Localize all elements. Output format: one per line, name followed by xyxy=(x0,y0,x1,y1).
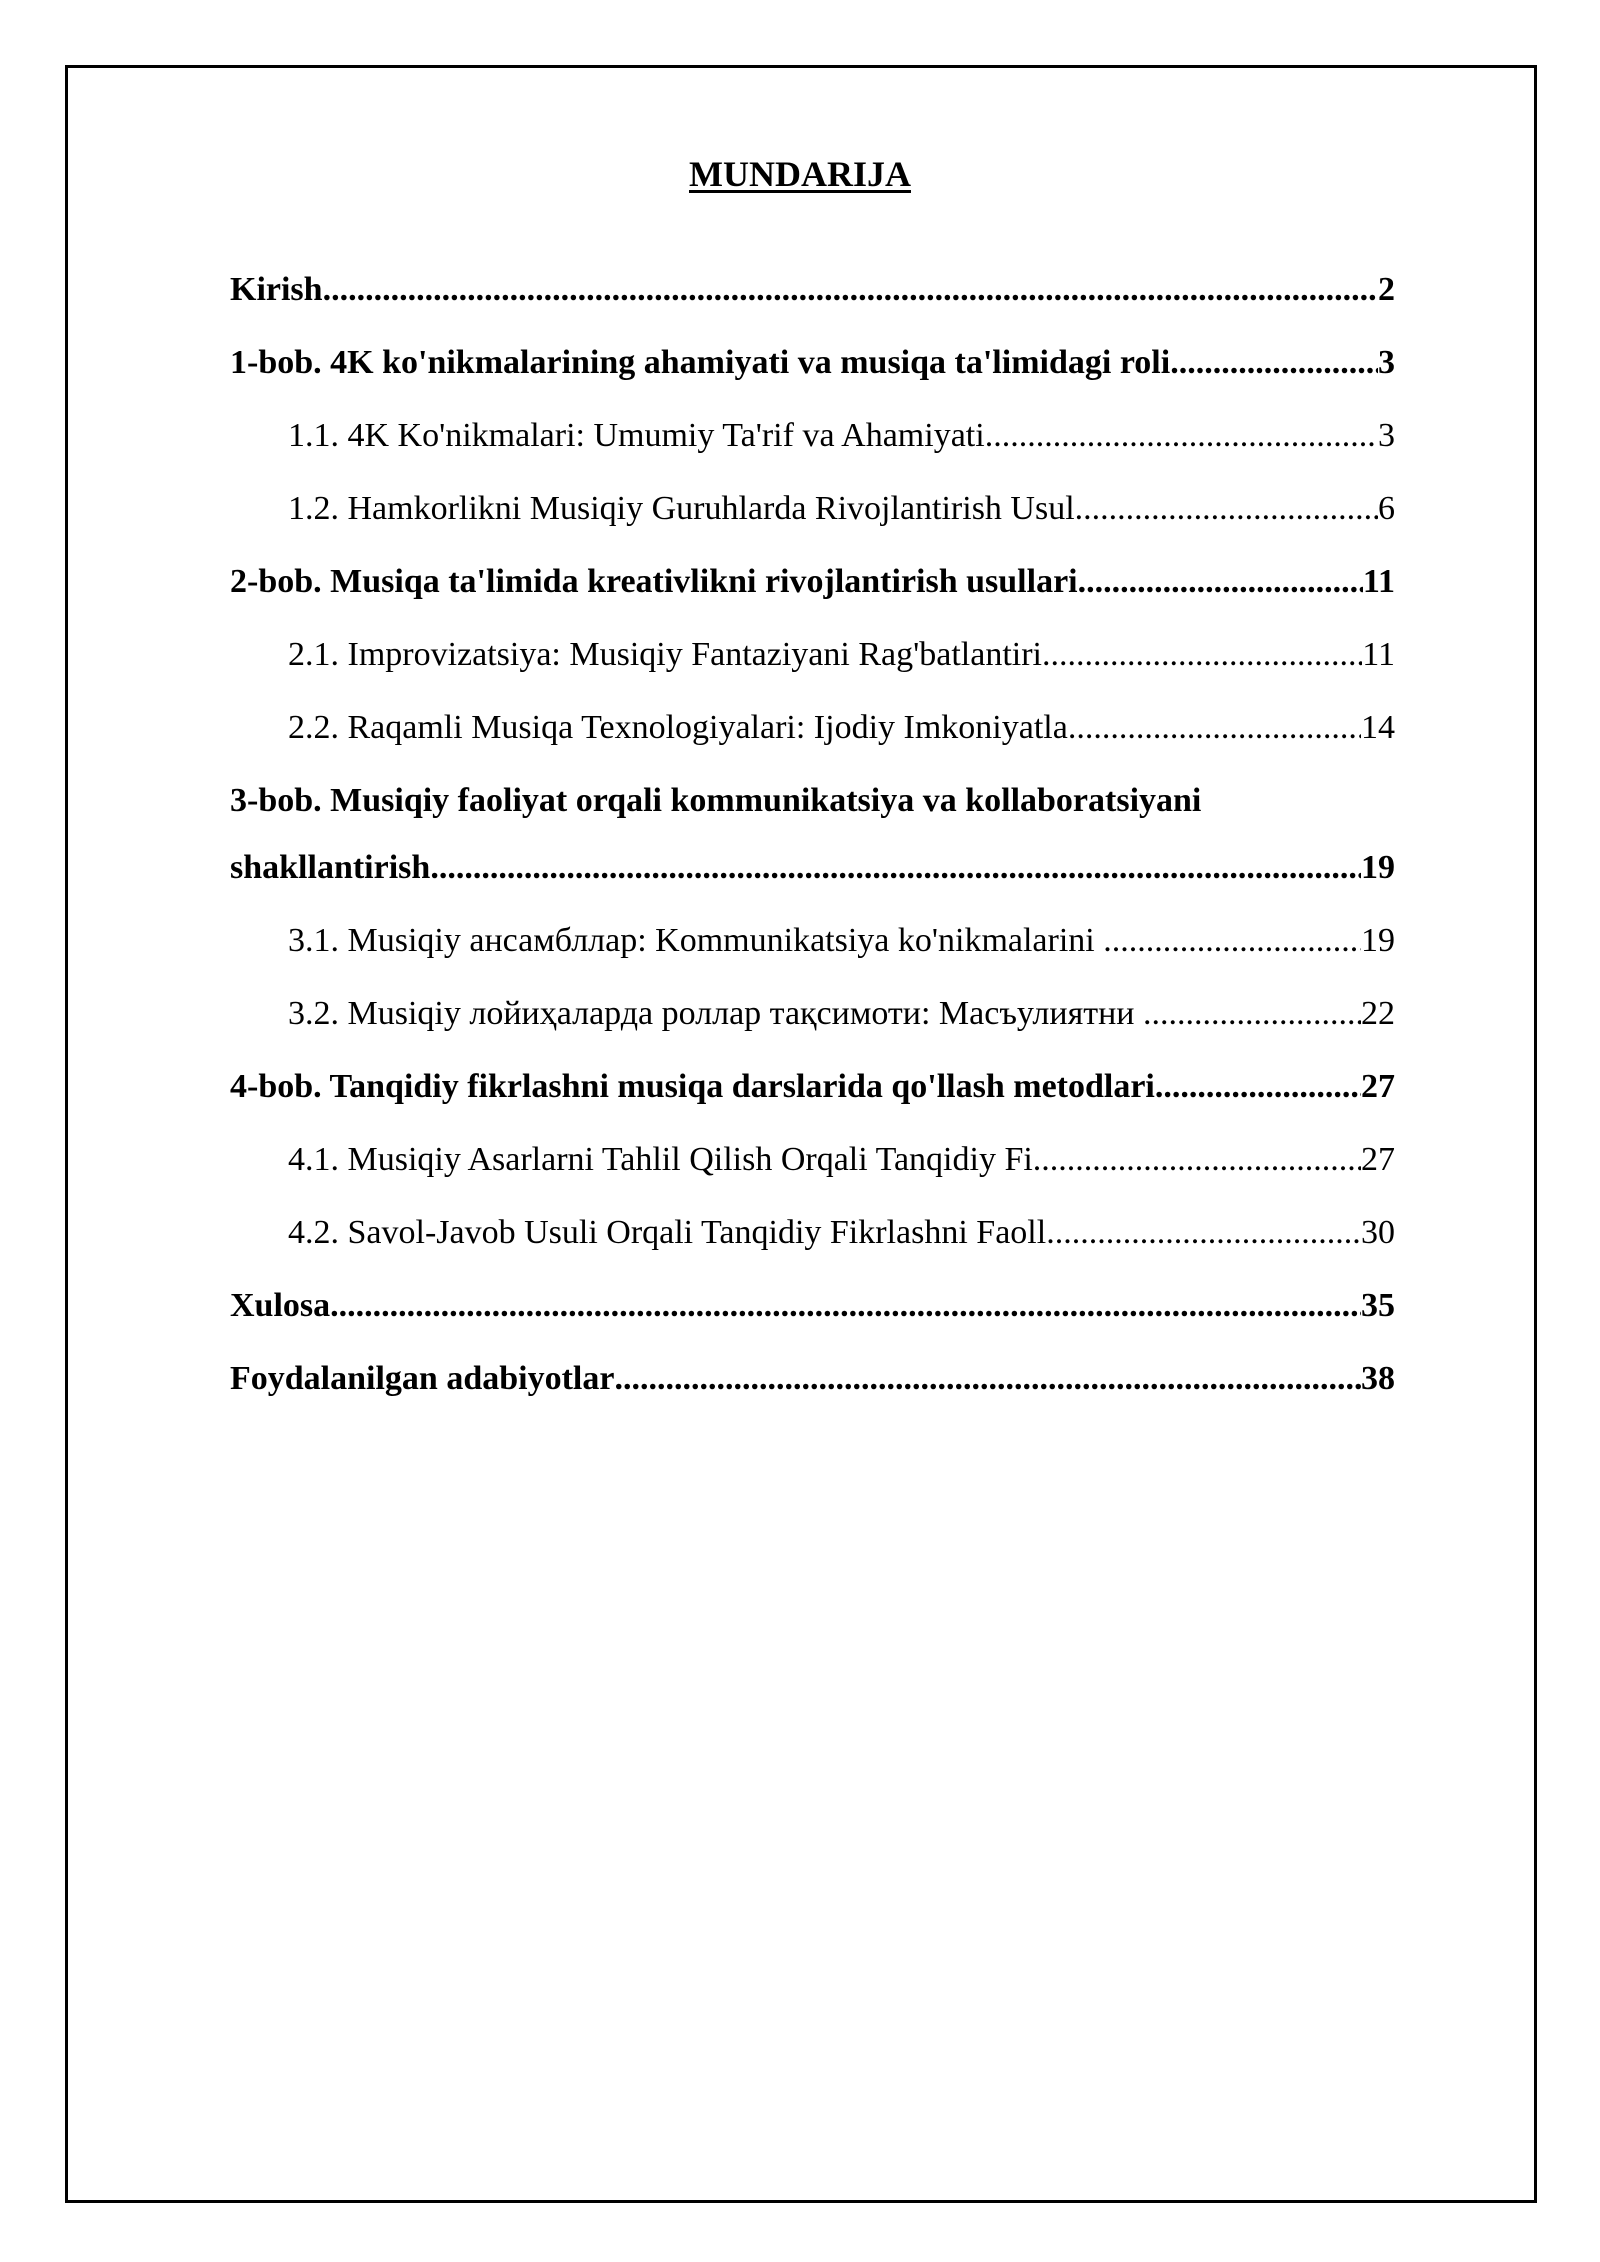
toc-entry-label: 2.1. Improvizatsiya: Musiqiy Fantaziyani Rag'batlantiri xyxy=(288,636,1042,673)
toc-page-number: 2 xyxy=(1378,271,1395,308)
toc-page-number: 14 xyxy=(1361,709,1395,746)
toc-entry-introduction[interactable] xyxy=(230,270,1395,343)
toc-entry-label: Xulosa xyxy=(230,1287,331,1324)
toc-entry-section-4-2[interactable] xyxy=(230,1213,1395,1286)
toc-page-number: 35 xyxy=(1361,1287,1395,1324)
toc-entry-chapter-3[interactable] xyxy=(230,848,1395,921)
toc-page-number: 19 xyxy=(1361,849,1395,886)
toc-page-number: 11 xyxy=(1362,636,1395,673)
toc-entry-label: 4.1. Musiqiy Asarlarni Tahlil Qilish Orqali Tanqidiy Fi xyxy=(288,1141,1033,1178)
toc-entry-section-1-1[interactable] xyxy=(230,416,1395,489)
toc-entry-chapter-3-line1[interactable] xyxy=(230,781,1395,848)
toc-entry-label: 3.1. Musiqiy ансамбллар: Kommunikatsiya ko'nikmalarini xyxy=(288,922,1104,959)
toc-entry-section-3-2[interactable] xyxy=(230,994,1395,1067)
toc-dot-leader xyxy=(1078,562,1363,602)
toc-dot-leader xyxy=(1143,994,1361,1034)
toc-dot-leader xyxy=(1033,1140,1361,1180)
toc-page-number: 19 xyxy=(1361,922,1395,959)
toc-dot-leader xyxy=(330,1286,1361,1326)
toc-page-number: 22 xyxy=(1361,995,1395,1032)
toc-title: MUNDARIJA xyxy=(689,154,911,194)
toc-entry-label: 1-bob. 4K ko'nikmalarining ahamiyati va musiqa ta'limidagi roli xyxy=(230,344,1171,381)
toc-entry-label: Foydalanilgan adabiyotlar xyxy=(230,1360,615,1397)
toc-dot-leader xyxy=(430,848,1361,888)
toc-entry-label: 3.2. Musiqiy лойиҳаларда роллар тақсимоти: Масъулиятни xyxy=(288,995,1143,1032)
toc-entry-label: 2.2. Raqamli Musiqa Texnologiyalari: Ijodiy Imkoniyatla xyxy=(288,709,1068,746)
toc-entry-chapter-2[interactable] xyxy=(230,562,1395,635)
toc-page-number: 27 xyxy=(1361,1141,1395,1178)
toc-entry-references[interactable] xyxy=(230,1359,1395,1432)
toc-dot-leader xyxy=(1042,635,1362,675)
toc-page-number: 30 xyxy=(1361,1214,1395,1251)
toc-page-number: 38 xyxy=(1361,1360,1395,1397)
toc-entry-label: 4-bob. Tanqidiy fikrlashni musiqa darslarida qo'llash metodlari xyxy=(230,1068,1155,1105)
toc-dot-leader xyxy=(1155,1067,1361,1107)
toc-dot-leader xyxy=(1046,1213,1361,1253)
toc-entry-section-1-2[interactable] xyxy=(230,489,1395,562)
toc-page-number: 3 xyxy=(1378,344,1395,381)
toc-entry-label: shakllantirish xyxy=(230,849,431,886)
toc-entry-label: Kirish xyxy=(230,271,323,308)
toc-entry-label: 4.2. Savol-Javob Usuli Orqali Tanqidiy Fikrlashni Faoll xyxy=(288,1214,1047,1251)
toc-entry-section-2-2[interactable] xyxy=(230,708,1395,781)
toc-dot-leader xyxy=(1103,921,1361,961)
toc-entry-section-2-1[interactable] xyxy=(230,635,1395,708)
toc-page-number: 6 xyxy=(1378,490,1395,527)
toc-entry-label: 1.2. Hamkorlikni Musiqiy Guruhlarda Rivojlantirish Usul xyxy=(288,490,1075,527)
toc-dot-leader xyxy=(1068,708,1361,748)
table-of-contents xyxy=(230,270,1395,1432)
toc-entry-conclusion[interactable] xyxy=(230,1286,1395,1359)
toc-dot-leader xyxy=(985,416,1378,456)
toc-page-number: 11 xyxy=(1362,563,1395,600)
toc-dot-leader xyxy=(614,1359,1361,1399)
toc-dot-leader xyxy=(323,270,1378,310)
toc-entry-label: 2-bob. Musiqa ta'limida kreativlikni rivojlantirish usullari xyxy=(230,563,1078,600)
toc-page-number: 3 xyxy=(1378,417,1395,454)
toc-page-number: 27 xyxy=(1361,1068,1395,1105)
toc-dot-leader xyxy=(1170,343,1378,383)
toc-entry-chapter-4[interactable] xyxy=(230,1067,1395,1140)
toc-entry-section-4-1[interactable] xyxy=(230,1140,1395,1213)
toc-entry-section-3-1[interactable] xyxy=(230,921,1395,994)
toc-dot-leader xyxy=(1075,489,1378,529)
toc-entry-label: 3-bob. Musiqiy faoliyat orqali kommunikatsiya va kollaboratsiyani xyxy=(230,782,1202,819)
toc-entry-label: 1.1. 4K Ko'nikmalari: Umumiy Ta'rif va Ahamiyati xyxy=(288,417,985,454)
toc-entry-chapter-1[interactable] xyxy=(230,343,1395,416)
